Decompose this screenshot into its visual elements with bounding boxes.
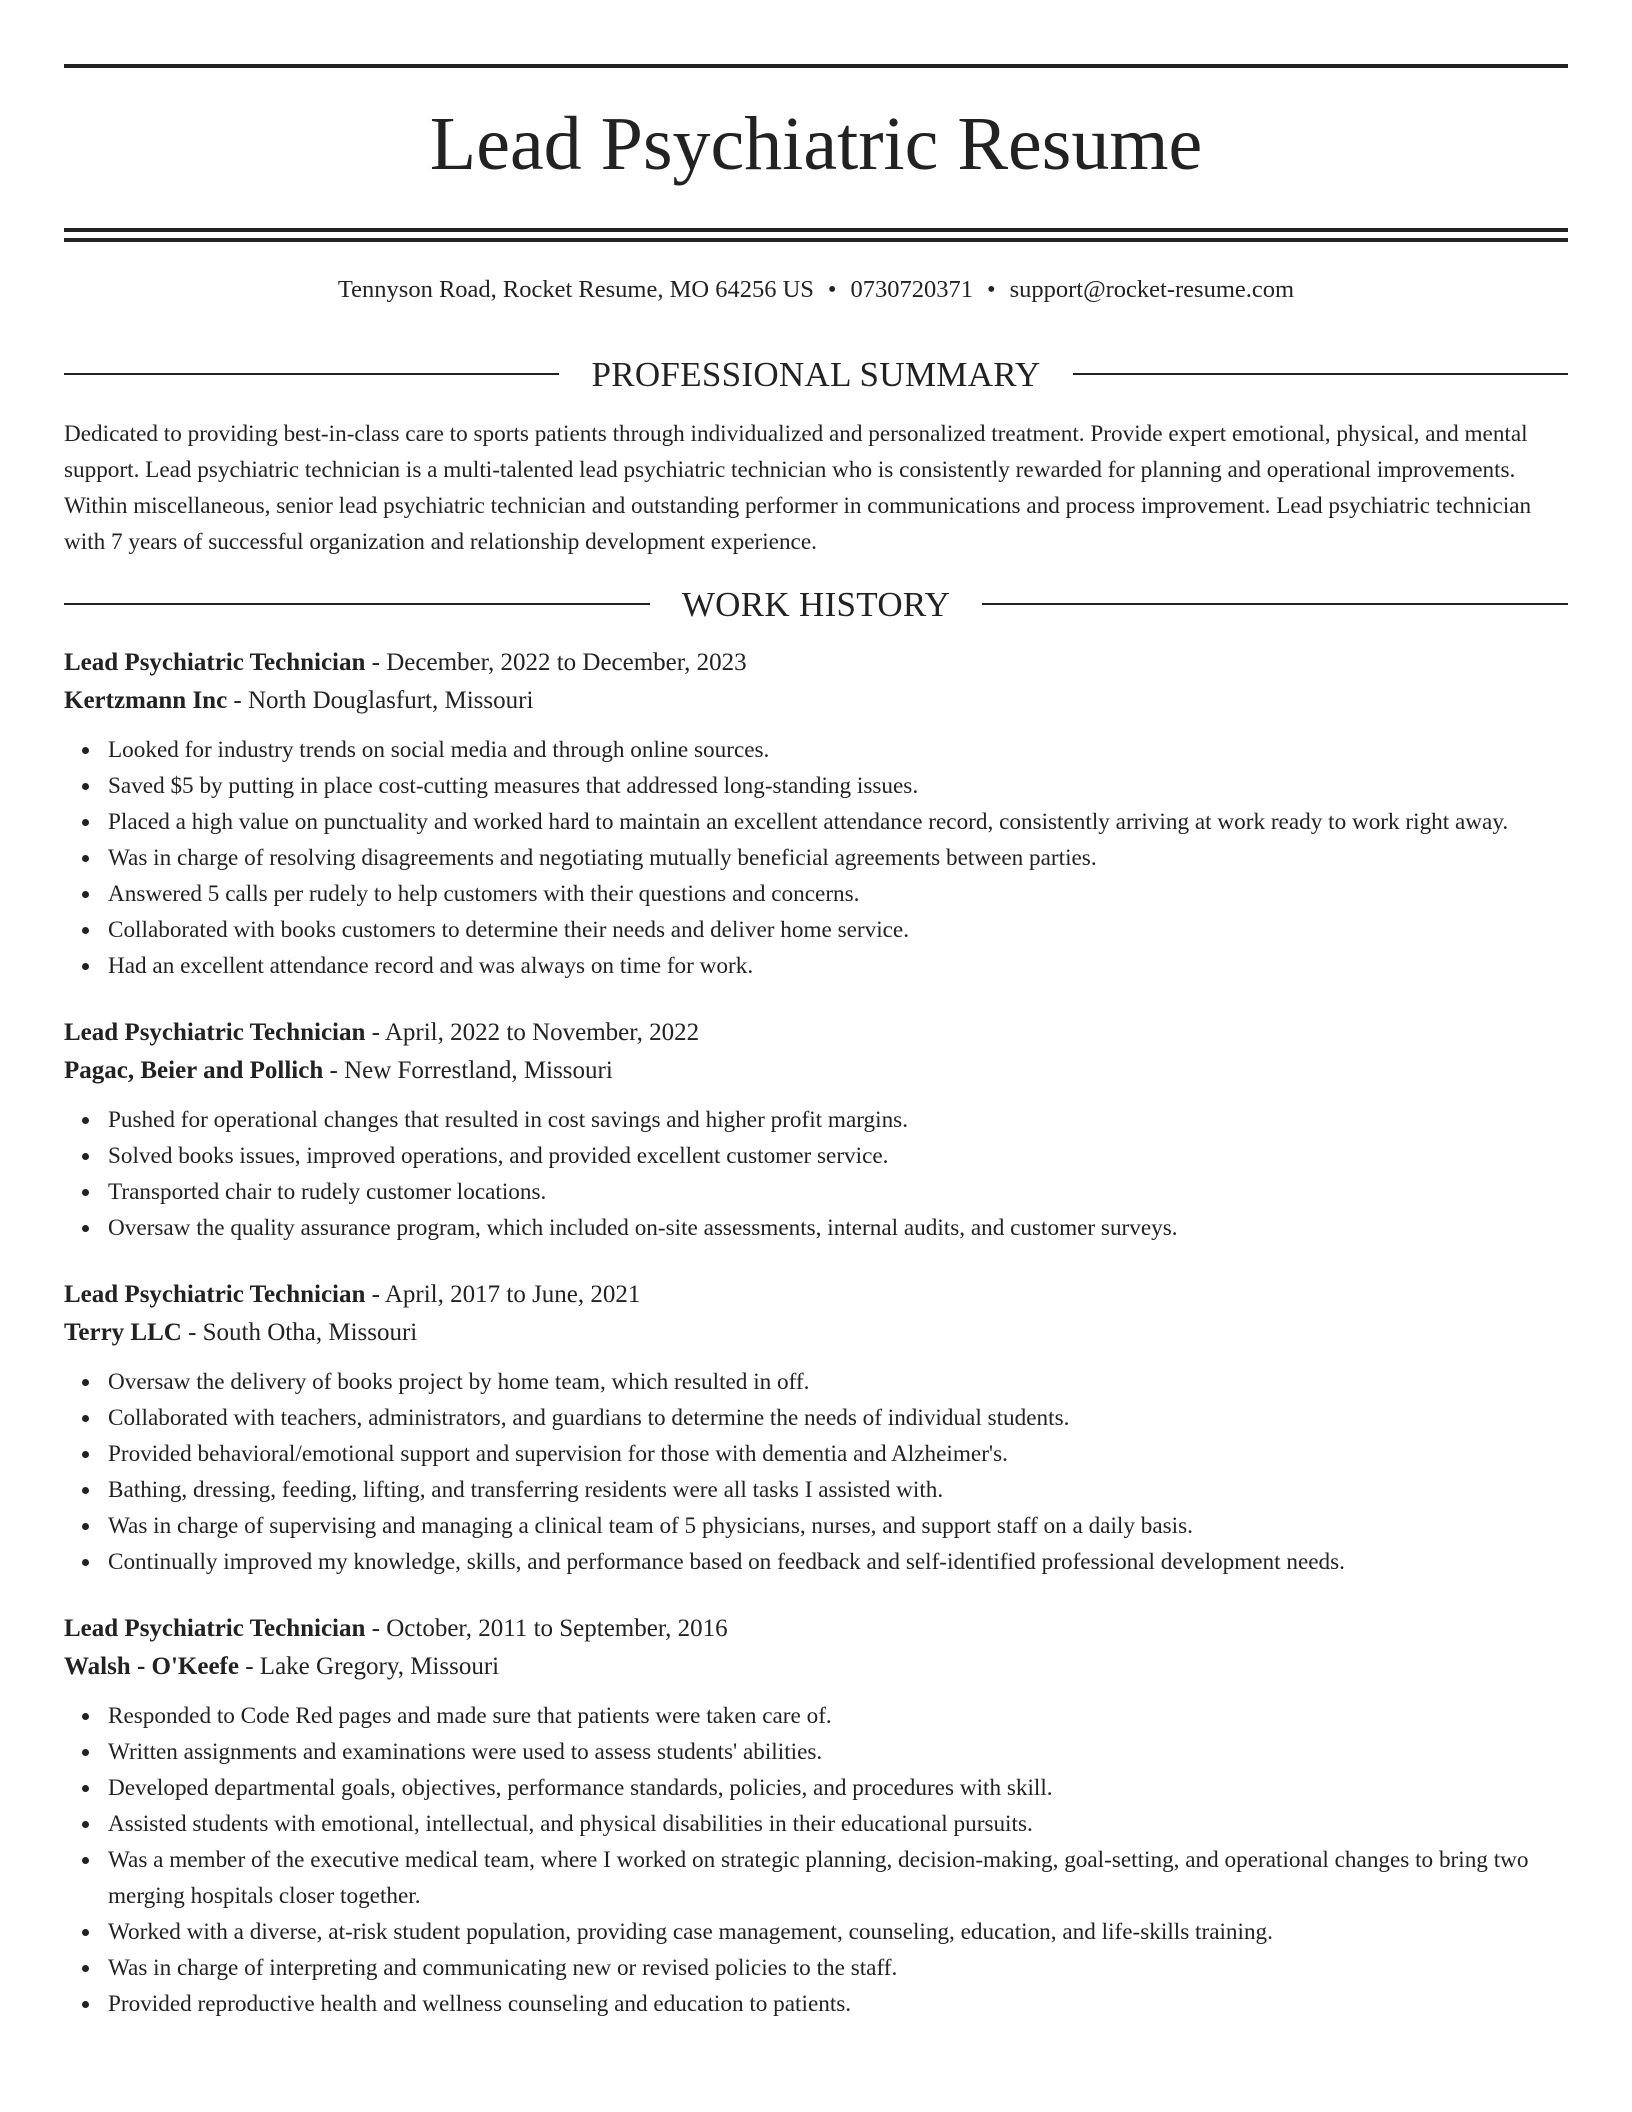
contact-address: Tennyson Road, Rocket Resume, MO 64256 US — [337, 276, 814, 303]
top-rule — [64, 64, 1568, 68]
job-location: - New Forrestland, Missouri — [323, 1057, 613, 1084]
job-bullet: Was in charge of supervising and managing a clinical team of 5 physicians, nurses, and support staff on a daily basis. — [108, 1508, 1568, 1544]
work-history-list — [64, 644, 1568, 2022]
job-company-line — [64, 1052, 1568, 1090]
job-entry — [64, 1610, 1568, 2022]
resume-title: Lead Psychiatric Resume — [429, 102, 1203, 186]
contact-separator: • — [827, 276, 837, 303]
job-bullet-list — [64, 732, 1568, 984]
job-title-line — [64, 1276, 1568, 1314]
job-company-line — [64, 1648, 1568, 1686]
job-company: Terry LLC — [64, 1319, 182, 1346]
job-bullet: Had an excellent attendance record and was always on time for work. — [108, 948, 1568, 984]
job-bullet: Answered 5 calls per rudely to help customers with their questions and concerns. — [108, 876, 1568, 912]
job-bullet: Looked for industry trends on social media and through online sources. — [108, 732, 1568, 768]
job-bullet: Worked with a diverse, at-risk student population, providing case management, counseling, education, and life-skills training. — [108, 1914, 1568, 1950]
contact-phone: 0730720371 — [850, 276, 973, 303]
work-history-heading — [64, 584, 1568, 624]
heading-rule-right — [1073, 373, 1568, 375]
job-company: Walsh - O'Keefe — [64, 1653, 239, 1680]
job-title-line — [64, 644, 1568, 682]
job-bullet: Responded to Code Red pages and made sure that patients were taken care of. — [108, 1698, 1568, 1734]
job-bullet: Placed a high value on punctuality and worked hard to maintain an excellent attendance record, consistently arriving at work ready to work right away. — [108, 804, 1568, 840]
job-title: Lead Psychiatric Technician — [64, 1615, 366, 1642]
summary-heading — [64, 354, 1568, 394]
heading-rule-left — [64, 603, 650, 605]
job-bullet: Provided behavioral/emotional support and supervision for those with dementia and Alzheimer's. — [108, 1436, 1568, 1472]
job-bullet: Was in charge of interpreting and communicating new or revised policies to the staff. — [108, 1950, 1568, 1986]
job-bullet: Transported chair to rudely customer locations. — [108, 1174, 1568, 1210]
job-title: Lead Psychiatric Technician — [64, 649, 366, 676]
contact-separator: • — [987, 276, 996, 303]
job-dates: - October, 2011 to September, 2016 — [365, 1615, 728, 1642]
work-history-heading-text: WORK HISTORY — [681, 584, 951, 624]
job-bullet: Continually improved my knowledge, skills, and performance based on feedback and self-identified professional development needs. — [108, 1544, 1568, 1580]
job-bullet: Saved $5 by putting in place cost-cutting measures that addressed long-standing issues. — [108, 768, 1568, 804]
contact-email: support@rocket-resume.com — [1009, 276, 1295, 303]
job-bullet: Developed departmental goals, objectives, performance standards, policies, and procedures with skill. — [108, 1770, 1568, 1806]
heading-rule-right — [982, 603, 1568, 605]
job-bullet: Written assignments and examinations were used to assess students' abilities. — [108, 1734, 1568, 1770]
job-bullet: Provided reproductive health and wellness counseling and education to patients. — [108, 1986, 1568, 2022]
job-title: Lead Psychiatric Technician — [64, 1019, 366, 1046]
job-entry — [64, 1276, 1568, 1580]
job-entry — [64, 644, 1568, 984]
job-bullet: Pushed for operational changes that resulted in cost savings and higher profit margins. — [108, 1102, 1568, 1138]
summary-heading-text: PROFESSIONAL SUMMARY — [591, 354, 1041, 394]
job-company: Pagac, Beier and Pollich — [64, 1057, 324, 1084]
job-bullet-list — [64, 1102, 1568, 1246]
job-dates: - April, 2022 to November, 2022 — [365, 1019, 700, 1046]
job-bullet: Bathing, dressing, feeding, lifting, and transferring residents were all tasks I assisted with. — [108, 1472, 1568, 1508]
job-bullet: Oversaw the quality assurance program, which included on-site assessments, internal audits, and customer surveys. — [108, 1210, 1568, 1246]
job-dates: - April, 2017 to June, 2021 — [365, 1281, 641, 1308]
job-location: - South Otha, Missouri — [181, 1319, 418, 1346]
contact-line — [64, 278, 1568, 306]
job-dates: - December, 2022 to December, 2023 — [365, 649, 747, 676]
job-title: Lead Psychiatric Technician — [64, 1281, 366, 1308]
summary-text: Dedicated to providing best-in-class care to sports patients through individualized and personalized treatment. Provide expert emotional, physical, and mental support. Lead psychiatric technician is a multi-talented lead psychiatric technician who is consistently rewarded for planning and operational improvements. Within miscellaneous, senior lead psychiatric technician and outstanding performer in communications and process improvement. Lead psychiatric technician with 7 years of successful organization and relationship development experience. — [64, 421, 1532, 555]
title-double-rule — [64, 228, 1568, 242]
heading-rule-left — [64, 373, 559, 375]
job-bullet: Was a member of the executive medical team, where I worked on strategic planning, decision-making, goal-setting, and operational changes to bring two merging hospitals closer together. — [108, 1842, 1568, 1914]
job-company: Kertzmann Inc — [64, 687, 228, 714]
job-title-line — [64, 1610, 1568, 1648]
job-entry — [64, 1014, 1568, 1246]
job-bullet: Oversaw the delivery of books project by home team, which resulted in off. — [108, 1364, 1568, 1400]
job-location: - North Douglasfurt, Missouri — [227, 687, 534, 714]
resume-page — [64, 64, 1568, 2022]
job-bullet: Collaborated with teachers, administrators, and guardians to determine the needs of individual students. — [108, 1400, 1568, 1436]
job-company-line — [64, 682, 1568, 720]
job-bullet: Collaborated with books customers to determine their needs and deliver home service. — [108, 912, 1568, 948]
job-location: - Lake Gregory, Missouri — [238, 1653, 500, 1680]
job-bullet-list — [64, 1364, 1568, 1580]
job-bullet: Solved books issues, improved operations, and provided excellent customer service. — [108, 1138, 1568, 1174]
job-bullet: Assisted students with emotional, intellectual, and physical disabilities in their educational pursuits. — [108, 1806, 1568, 1842]
job-bullet-list — [64, 1698, 1568, 2022]
job-title-line — [64, 1014, 1568, 1052]
job-company-line — [64, 1314, 1568, 1352]
job-bullet: Was in charge of resolving disagreements and negotiating mutually beneficial agreements between parties. — [108, 840, 1568, 876]
